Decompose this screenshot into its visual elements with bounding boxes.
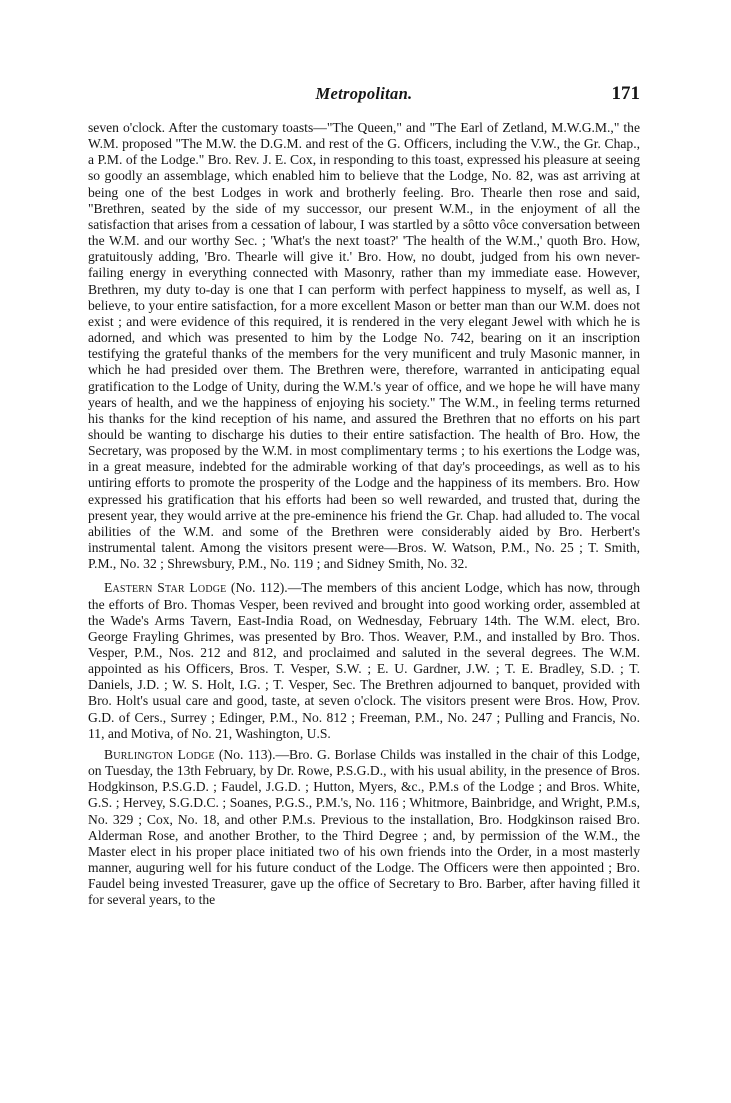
lodge-name-eastern-star: Eastern Star Lodge <box>104 580 227 596</box>
lodge-name-burlington: Burlington Lodge <box>104 746 215 762</box>
running-title: Metropolitan. <box>315 84 413 103</box>
article-body <box>88 120 640 909</box>
burlington-lodge-text: (No. 113).—Bro. G. Borlase Childs was installed in the chair of this Lodge, on Tuesday, the 13th February, by Dr. Rowe, P.S.G.D., with his usual ability, in the presence of Bros. Hodgkinson, P.S.G.D. ; Faudel, J.G.D. ; Hutton, Myers, &c., P.M.s of the Lodge ; and Bros. White, G.S. ; Hervey, S.G.D.C. ; Soanes, P.G.S., P.M.'s, No. 116 ; Whitmore, Bainbridge, and Wright, P.M.s, No. 329 ; Cox, No. 18, and other P.M.s. Previous to the installation, Bro. Hodgkinson raised Bro. Alderman Rose, and another Brother, to the Third Degree ; and, by permission of the W.M., the Master elect in his proper place initiated two of his own friends into the Order, in a most masterly manner, auguring well for his future conduct of the Lodge. The Officers were then appointed ; Bro. Faudel being invested Treasurer, gave up the office of Secretary to Bro. Barber, after having filled it for several years, to the <box>88 746 641 908</box>
eastern-star-lodge-text: (No. 112).—The members of this ancient Lodge, which has now, through the efforts of Bro. Thomas Vesper, been revived and brought into good working order, assembled at the Wade's Arms Tavern, East-India Road, on Wednesday, February 14th. The W.M. elect, Bro. George Frayling Ghrimes, was presented by Bro. Thos. Weaver, P.M., and installed by Bro. Thos. Vesper, P.M., Nos. 212 and 812, and proclaimed and saluted in the several degrees. The W.M. appointed as his Officers, Bros. T. Vesper, S.W. ; E. U. Gardner, J.W. ; T. E. Bradley, S.D. ; T. Daniels, J.D. ; W. S. Holt, I.G. ; T. Vesper, Sec. The Brethren adjourned to banquet, provided with Bro. Holt's usual care and good, taste, at seven o'clock. The visitors present were Bros. How, Prov. G.D. of Cers., Surrey ; Edinger, P.M., No. 812 ; Freeman, P.M., No. 247 ; Pulling and Francis, No. 11, and Motiva, of No. 21, Washington, U.S. <box>88 580 641 741</box>
paragraph-lodge-of-unity-continued: seven o'clock. After the customary toasts—"The Queen," and "The Earl of Zetland, M.W.G.M.," the W.M. proposed "The M.W. the D.G.M. and rest of the G. Officers, including the V.W., the Gr. Chap., a P.M. of the Lodge." Bro. Rev. J. E. Cox, in responding to this toast, expressed his pleasure at seeing so goodly an assemblage, which enabled him to believe that the Lodge, No. 82, was ast arriving at being one of the best Lodges in work and brotherly feeling. Bro. Thearle then rose and said, "Brethren, seated by the side of my successor, our present W.M., in the enjoyment of all the satisfaction that arises from a cessation of labour, I was startled by a sôtto vôce conversation between the W.M. and our worthy Sec. ; 'What's the next toast?' 'The health of the W.M.,' quoth Bro. How, gratuitously adding, 'Bro. Thearle will give it.' Bro. How, no doubt, judged from his own never-failing energy in everything connected with Masonry, rather than my immediate ease. However, Brethren, my duty to-day is one that I can perform with perfect happiness to myself, as well as, I believe, to your entire satisfaction, for a more excellent Mason or better man than our W.M. does not exist ; and were evidence of this required, it is rendered in the very elegant Jewel with which he is adorned, and which was presented to him by the Lodge No. 742, bearing on it an inscription testifying the grateful thanks of the members for the very munificent and truly Masonic manner, in which he had presided over them. The Brethren were, therefore, warranted in anticipating equal gratification to the Lodge of Unity, during the W.M.'s year of office, and we hope he will have many years of health, and we the happiness of enjoying his society." The W.M., in feeling terms returned his thanks for the kind reception of his name, and assured the Brethren that no efforts on his part should be wanting to discharge his duties to their entire satisfaction. The health of Bro. How, the Secretary, was proposed by the W.M. in most complimentary terms ; to his exertions the Lodge was, in a great measure, indebted for the admirable working of that day's proceedings, as well as to his untiring efforts to promote the prosperity of the Lodge and the happiness of its members. Bro. How expressed his gratification that his efforts had been so well rewarded, and trusted that, during the present year, they would arrive at the pre-eminence his friend the Gr. Chap. had alluded to. The vocal abilities of the W.M. and some of the Brethren were considerably aided by Bro. Herbert's instrumental talent. Among the visitors present were—Bros. W. Watson, P.M., No. 25 ; T. Smith, P.M., No. 32 ; Shrewsbury, P.M., No. 119 ; and Sidney Smith, No. 32. <box>88 120 640 572</box>
paragraph-burlington-lodge <box>88 747 640 909</box>
page-number: 171 <box>611 83 640 104</box>
paragraph-eastern-star-lodge <box>88 580 640 742</box>
page-header <box>88 84 640 106</box>
